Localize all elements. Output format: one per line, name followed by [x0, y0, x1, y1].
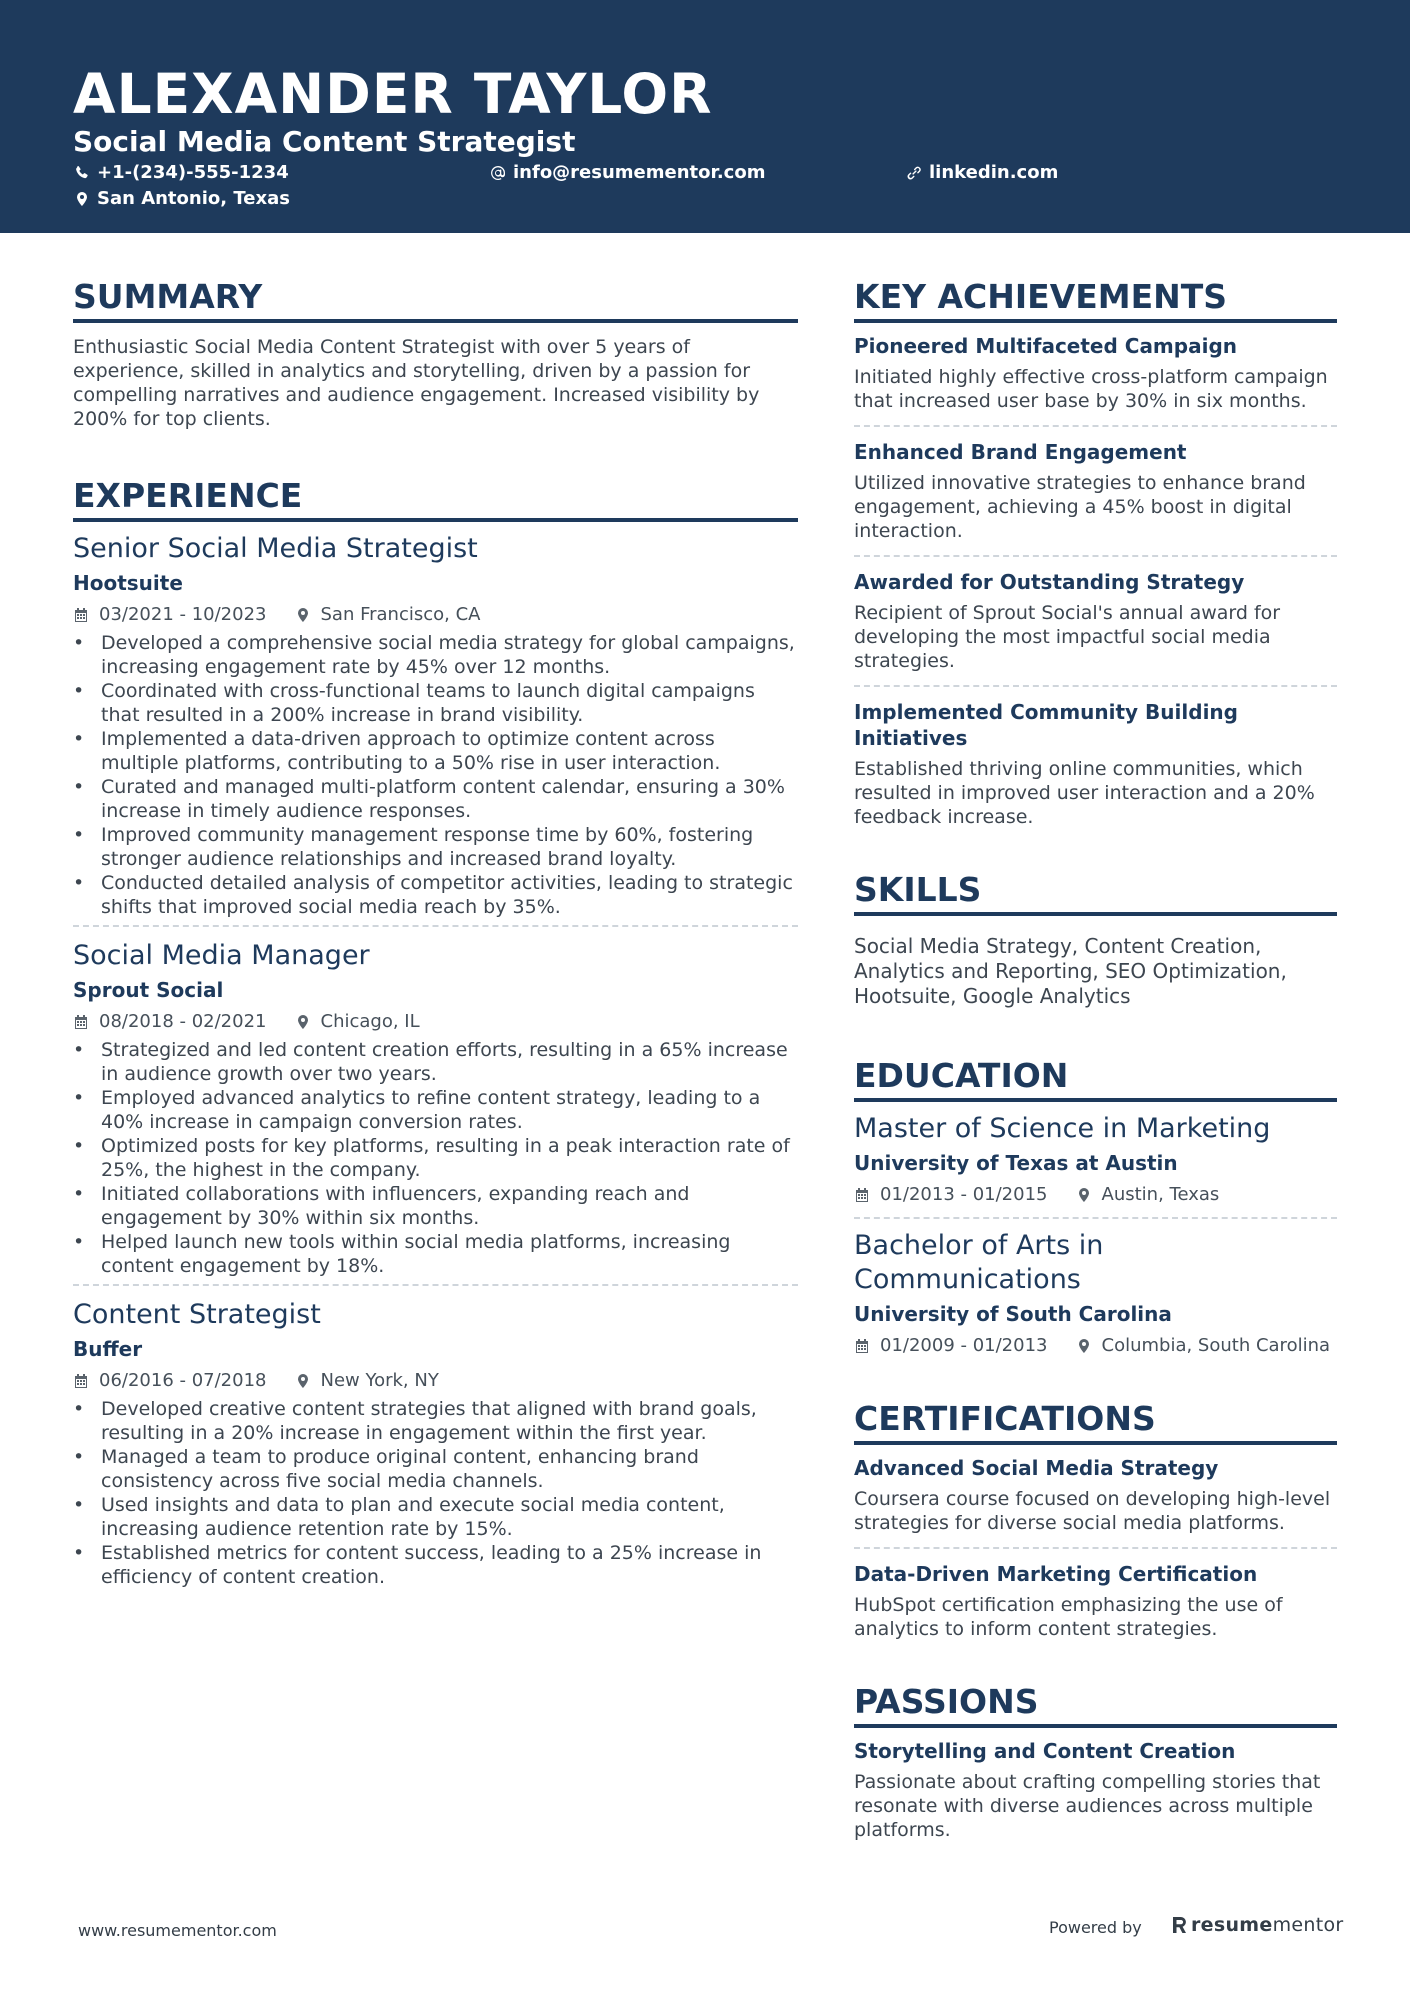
- bullet-item: • Optimized posts for key platforms, resulting in a peak interaction rate of 25%, the highest in the company.: [73, 1134, 798, 1182]
- education-item: [854, 1217, 1337, 1368]
- job-location: New York, NY: [320, 1370, 439, 1391]
- bullet-item: • Managed a team to produce original content, enhancing brand consistency across five social media channels.: [73, 1445, 798, 1493]
- contact-linkedin[interactable]: [906, 161, 1058, 185]
- brand-bold: resume: [1191, 1914, 1273, 1936]
- job-location: Chicago, IL: [320, 1011, 420, 1032]
- bullet-item: • Used insights and data to plan and execute social media content, increasing audience retention rate by 15%.: [73, 1493, 798, 1541]
- summary-heading: SUMMARY: [73, 276, 798, 323]
- at-icon: [490, 165, 506, 181]
- bullet-item: • Improved community management response time by 60%, fostering stronger audience relationships and increased brand loyalty.: [73, 823, 798, 871]
- passion-title: Storytelling and Content Creation: [854, 1739, 1236, 1763]
- job-company: Sprout Social: [73, 978, 224, 1002]
- job-location-wrap: [295, 603, 481, 627]
- bullet-item: • Established metrics for content success, leading to a 25% increase in efficiency of content creation.: [73, 1541, 798, 1589]
- calendar-icon: [73, 607, 89, 623]
- phone-icon: [74, 165, 90, 181]
- job-dates: 03/2021 - 10/2023: [99, 604, 267, 625]
- job-location-wrap: [295, 1369, 439, 1393]
- bullet-item: • Developed creative content strategies that aligned with brand goals, resulting in a 20% increase in engagement within the first year.: [73, 1397, 798, 1445]
- skills-heading: SKILLS: [854, 869, 1337, 916]
- bullet-item: • Conducted detailed analysis of competitor activities, leading to strategic shifts that improved social media reach by 35%.: [73, 871, 798, 919]
- achievement-desc: Established thriving online communities, which resulted in improved user interaction and a 20% feedback increase.: [854, 758, 1315, 828]
- certification-desc: Coursera course focused on developing high-level strategies for diverse social media platforms.: [854, 1488, 1331, 1534]
- certifications-section: [854, 1398, 1337, 1653]
- skills-text: Social Media Strategy, Content Creation, Analytics and Reporting, SEO Optimization, Hootsuite, Google Analytics: [854, 934, 1287, 1008]
- achievement-item: [854, 555, 1337, 685]
- left-column: [73, 276, 798, 1595]
- summary-section: [73, 276, 798, 431]
- achievement-desc: Utilized innovative strategies to enhance brand engagement, achieving a 45% boost in digital interaction.: [854, 472, 1306, 542]
- bullet-item: • Strategized and led content creation efforts, resulting in a 65% increase in audience growth over two years.: [73, 1038, 798, 1086]
- certification-item: [854, 1445, 1337, 1547]
- linkedin-text: linkedin.com: [929, 162, 1059, 183]
- powered-by-text: Powered by: [1049, 1918, 1142, 1937]
- education-heading: EDUCATION: [854, 1055, 1337, 1102]
- calendar-icon: [854, 1187, 870, 1203]
- footer-url[interactable]: www.resumementor.com: [78, 1921, 277, 1940]
- bullet-item: • Helped launch new tools within social media platforms, increasing content engagement by 18%.: [73, 1230, 798, 1278]
- achievements-section: [854, 276, 1337, 841]
- bullet-item: • Coordinated with cross-functional teams to launch digital campaigns that resulted in a 200% increase in brand visibility.: [73, 679, 798, 727]
- email-text: info@resumementor.com: [513, 162, 766, 183]
- achievement-desc: Recipient of Sprout Social's annual award for developing the most impactful social media strategies.: [854, 602, 1281, 672]
- achievement-title: Pioneered Multifaceted Campaign: [854, 334, 1237, 358]
- map-pin-icon: [74, 191, 90, 207]
- education-location: Austin, Texas: [1101, 1184, 1220, 1205]
- experience-section: [73, 475, 798, 1595]
- map-pin-icon: [295, 1014, 311, 1030]
- right-column: [854, 276, 1337, 1854]
- achievement-item: [854, 425, 1337, 555]
- contact-phone[interactable]: [74, 161, 289, 185]
- experience-heading: EXPERIENCE: [73, 475, 798, 522]
- bullet-item: • Curated and managed multi-platform content calendar, ensuring a 30% increase in timely audience responses.: [73, 775, 798, 823]
- candidate-title: Social Media Content Strategist: [73, 125, 576, 158]
- achievement-item: [854, 685, 1337, 841]
- bullet-item: • Developed a comprehensive social media strategy for global campaigns, increasing engagement rate by 45% over 12 months.: [73, 631, 798, 679]
- job-bullets: [73, 631, 798, 919]
- passion-desc: Passionate about crafting compelling stories that resonate with diverse audiences across multiple platforms.: [854, 1771, 1321, 1841]
- education-dates: 01/2013 - 01/2015: [880, 1184, 1048, 1205]
- bullet-item: • Employed advanced analytics to refine content strategy, leading to a 40% increase in campaign conversion rates.: [73, 1086, 798, 1134]
- passions-heading: PASSIONS: [854, 1681, 1337, 1728]
- education-meta: [854, 1334, 1337, 1358]
- job-entry: [73, 522, 798, 925]
- achievements-heading: KEY ACHIEVEMENTS: [854, 276, 1337, 323]
- skills-section: [854, 869, 1337, 1009]
- certifications-heading: CERTIFICATIONS: [854, 1398, 1337, 1445]
- certification-item: [854, 1547, 1337, 1653]
- achievement-title: Enhanced Brand Engagement: [854, 440, 1187, 464]
- education-section: [854, 1055, 1337, 1368]
- job-dates: 06/2016 - 07/2018: [99, 1370, 267, 1391]
- location-text: San Antonio, Texas: [97, 188, 290, 209]
- map-pin-icon: [295, 607, 311, 623]
- education-item: [854, 1102, 1337, 1217]
- job-meta: [73, 1010, 798, 1034]
- map-pin-icon: [1076, 1187, 1092, 1203]
- education-location: Columbia, South Carolina: [1101, 1335, 1331, 1356]
- job-meta: [73, 603, 798, 627]
- job-company: Hootsuite: [73, 571, 183, 595]
- job-location-wrap: [295, 1010, 420, 1034]
- job-bullets: [73, 1038, 798, 1278]
- job-entry: [73, 1284, 798, 1595]
- calendar-icon: [73, 1014, 89, 1030]
- brand-light: mentor: [1272, 1914, 1344, 1936]
- passion-item: [854, 1728, 1337, 1854]
- education-meta: [854, 1183, 1337, 1207]
- job-meta: [73, 1369, 798, 1393]
- achievement-title: Awarded for Outstanding Strategy: [854, 570, 1245, 594]
- job-role: Senior Social Media Strategist: [73, 533, 478, 564]
- brand-logo[interactable]: [1171, 1914, 1344, 1936]
- job-entry: [73, 925, 798, 1284]
- link-icon: [906, 165, 922, 181]
- education-location-wrap: [1076, 1183, 1220, 1207]
- job-bullets: [73, 1397, 798, 1589]
- school-name: University of South Carolina: [854, 1302, 1172, 1326]
- map-pin-icon: [1076, 1338, 1092, 1354]
- job-company: Buffer: [73, 1337, 143, 1361]
- degree-title: Master of Science in Marketing: [854, 1113, 1271, 1144]
- candidate-name: ALEXANDER TAYLOR: [73, 62, 713, 126]
- bullet-item: • Initiated collaborations with influencers, expanding reach and engagement by 30% within six months.: [73, 1182, 798, 1230]
- resumementor-logo-icon: [1171, 1915, 1187, 1935]
- certification-title: Data-Driven Marketing Certification: [854, 1562, 1258, 1586]
- contact-email[interactable]: [490, 161, 765, 185]
- contact-location: [74, 187, 290, 211]
- job-location: San Francisco, CA: [320, 604, 481, 625]
- header-banner: [0, 0, 1410, 233]
- education-location-wrap: [1076, 1334, 1331, 1358]
- achievement-desc: Initiated highly effective cross-platform campaign that increased user base by 30% in six months.: [854, 366, 1328, 412]
- bullet-item: • Implemented a data-driven approach to optimize content across multiple platforms, contributing to a 50% rise in user interaction.: [73, 727, 798, 775]
- map-pin-icon: [295, 1373, 311, 1389]
- job-role: Content Strategist: [73, 1299, 321, 1330]
- certification-title: Advanced Social Media Strategy: [854, 1456, 1219, 1480]
- phone-text: +1-(234)-555-1234: [97, 162, 289, 183]
- passions-section: [854, 1681, 1337, 1854]
- achievement-item: [854, 323, 1337, 425]
- school-name: University of Texas at Austin: [854, 1151, 1178, 1175]
- certification-desc: HubSpot certification emphasizing the use of analytics to inform content strategies.: [854, 1594, 1283, 1640]
- achievement-title: Implemented Community Building Initiatives: [854, 700, 1238, 750]
- degree-title: Bachelor of Arts in Communications: [854, 1230, 1104, 1295]
- calendar-icon: [854, 1338, 870, 1354]
- summary-text: Enthusiastic Social Media Content Strategist with over 5 years of experience, skilled in analytics and storytelling, driven by a passion for compelling narratives and audience engagement. Increased visibility by 200% for top clients.: [73, 336, 760, 430]
- education-dates: 01/2009 - 01/2013: [880, 1335, 1048, 1356]
- job-role: Social Media Manager: [73, 940, 370, 971]
- calendar-icon: [73, 1373, 89, 1389]
- job-dates: 08/2018 - 02/2021: [99, 1011, 267, 1032]
